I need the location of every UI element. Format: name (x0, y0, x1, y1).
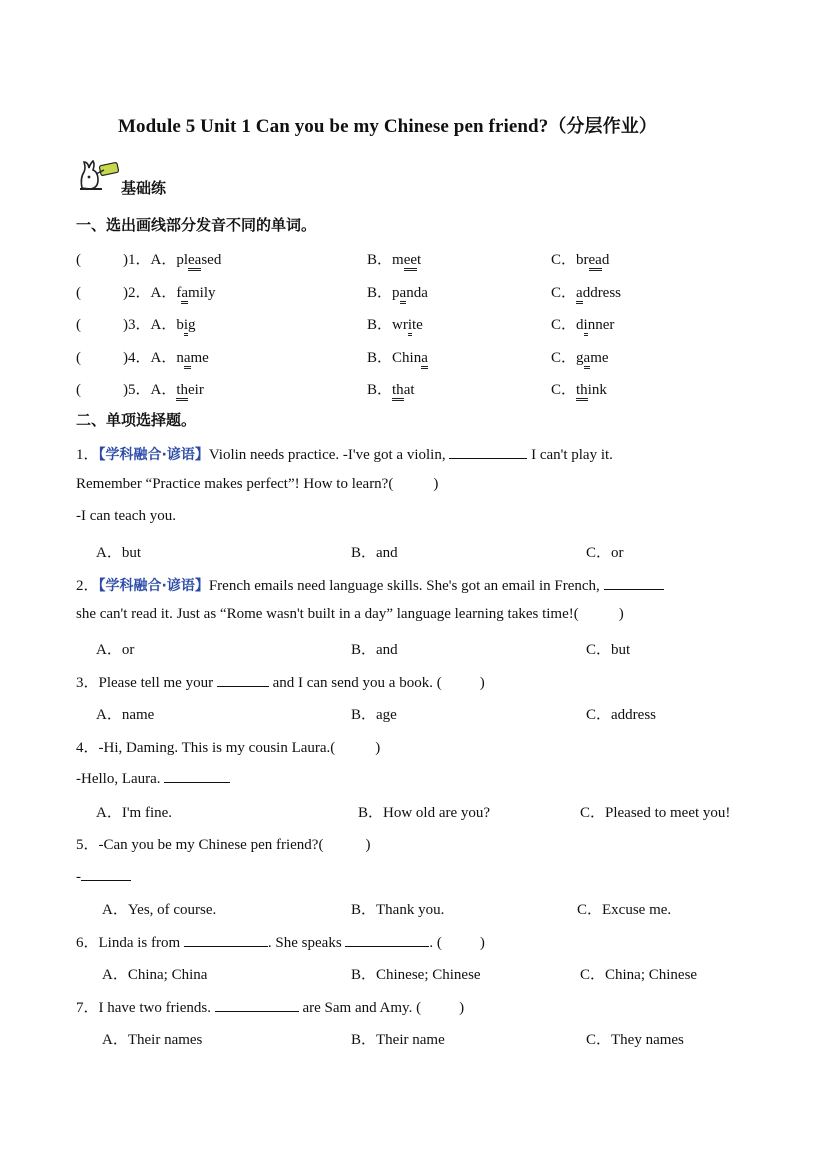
question-4: 4．-Hi, Daming. This is my cousin Laura.( ) (76, 740, 381, 756)
option-c[interactable]: C．think (551, 378, 607, 399)
q5-option-a[interactable]: A．Yes, of course. (102, 902, 217, 918)
q4-option-b[interactable]: B．How old are you? (358, 805, 491, 821)
q5-option-c[interactable]: C．Excuse me. (577, 902, 672, 918)
section1-heading: 一、选出画线部分发音不同的单词。 (76, 216, 317, 234)
option-b[interactable]: B．write (367, 313, 423, 334)
question-6: 6．Linda is from . She speaks . ( ) (76, 931, 485, 952)
option-c[interactable]: C．dinner (551, 313, 614, 334)
item-number-and-option-a[interactable]: ( )2．A．family (76, 281, 216, 302)
answer-blank[interactable] (184, 932, 268, 947)
option-c[interactable]: C．game (551, 346, 609, 367)
q3-option-b[interactable]: B．age (351, 707, 397, 723)
item-number-and-option-a[interactable]: ( )1．A．pleased (76, 248, 221, 269)
answer-blank[interactable] (217, 672, 269, 687)
answer-blank[interactable] (164, 768, 230, 783)
question-1-line2: Remember “Practice makes perfect”! How to learn?( ) (76, 476, 439, 492)
q7-option-c[interactable]: C．They names (586, 1032, 684, 1048)
q6-option-b[interactable]: B．Chinese; Chinese (351, 967, 481, 983)
answer-blank[interactable] (81, 866, 131, 881)
q1-option-b[interactable]: B．and (351, 545, 398, 561)
question-2: 2．【学科融合·谚语】French emails need language skills. She's got an email in French, (76, 574, 664, 595)
q4-option-a[interactable]: A．I'm fine. (96, 805, 173, 821)
question-5-line2: - (76, 866, 131, 886)
answer-blank[interactable] (449, 444, 527, 459)
option-c[interactable]: C．bread (551, 248, 609, 269)
option-c[interactable]: C．address (551, 281, 621, 302)
question-2-line2: she can't read it. Just as “Rome wasn't built in a day” language learning takes time!( ) (76, 606, 624, 622)
q2-option-c[interactable]: C．but (586, 642, 631, 658)
q1-option-c[interactable]: C．or (586, 545, 624, 561)
question-3: 3．Please tell me your and I can send you a book. ( ) (76, 671, 485, 692)
q6-option-a[interactable]: A．China; China (102, 967, 208, 983)
q2-option-a[interactable]: A．or (96, 642, 135, 658)
item-number-and-option-a[interactable]: ( )5．A．their (76, 378, 204, 399)
item-number-and-option-a[interactable]: ( )3．A．big (76, 313, 196, 334)
section2-heading: 二、单项选择题。 (76, 411, 197, 429)
q6-option-c[interactable]: C．China; Chinese (580, 967, 698, 983)
question-4-line2: -Hello, Laura. (76, 768, 230, 788)
q7-option-a[interactable]: A．Their names (102, 1032, 203, 1048)
question-5: 5．-Can you be my Chinese pen friend?( ) (76, 837, 371, 853)
rabbit-sign-icon (76, 158, 122, 192)
subject-tag: 【学科融合·谚语】 (98, 447, 209, 463)
q3-option-a[interactable]: A．name (96, 707, 155, 723)
option-b[interactable]: B．panda (367, 281, 428, 302)
item-number-and-option-a[interactable]: ( )4．A．name (76, 346, 209, 367)
option-b[interactable]: B．China (367, 346, 428, 367)
option-b[interactable]: B．that (367, 378, 415, 399)
question-1-line3: -I can teach you. (76, 508, 176, 524)
question-7: 7．I have two friends. are Sam and Amy. ( ) (76, 996, 464, 1017)
subject-tag: 【学科融合·谚语】 (98, 578, 209, 594)
level-label: 基础练 (121, 179, 167, 197)
question-1: 1．【学科融合·谚语】Violin needs practice. -I've got a violin, I can't play it. (76, 443, 613, 464)
q7-option-b[interactable]: B．Their name (351, 1032, 445, 1048)
q4-option-c[interactable]: C．Pleased to meet you! (580, 805, 731, 821)
answer-blank[interactable] (215, 997, 299, 1012)
q2-option-b[interactable]: B．and (351, 642, 398, 658)
page-title: Module 5 Unit 1 Can you be my Chinese pen friend?（分层作业） (118, 116, 657, 137)
answer-blank[interactable] (345, 932, 429, 947)
q5-option-b[interactable]: B．Thank you. (351, 902, 445, 918)
answer-blank[interactable] (604, 575, 664, 590)
q3-option-c[interactable]: C．address (586, 707, 656, 723)
q1-option-a[interactable]: A．but (96, 545, 142, 561)
option-b[interactable]: B．meet (367, 248, 421, 269)
